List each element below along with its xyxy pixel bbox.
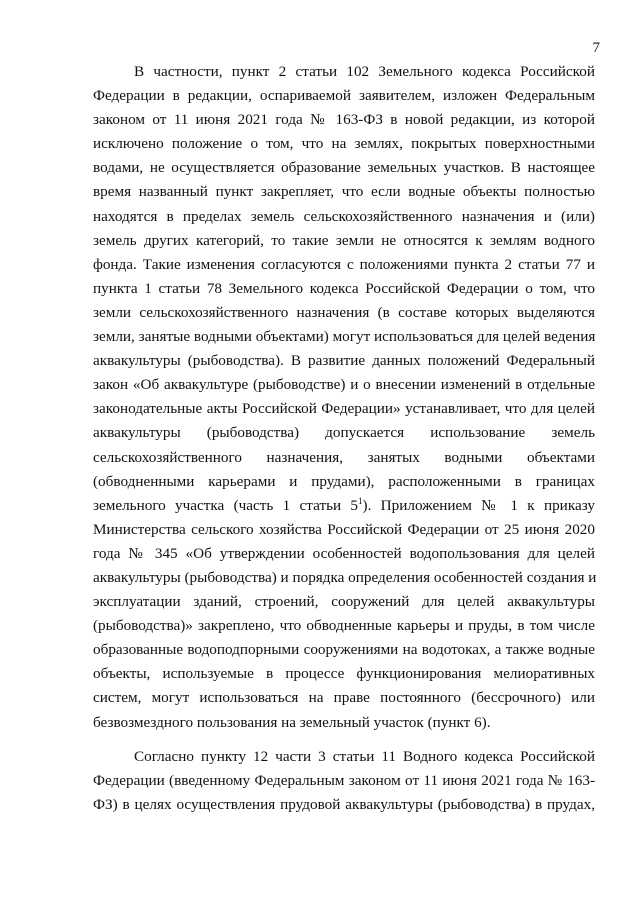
text-line: объекты, используемые в процессе функционирования мелиоративных bbox=[93, 665, 595, 683]
text-line: исключено положение о том, что на землях, покрытых поверхностными bbox=[93, 135, 595, 153]
text-line: земель других категорий, то такие земли не относятся к землям водного bbox=[93, 231, 595, 249]
text-line: (рыбоводства)» закреплено, что обводненные карьеры и пруды, в том числе bbox=[93, 617, 595, 635]
document-body bbox=[93, 60, 595, 825]
text-line: аквакультуры (рыбоводства) допускается использование земель bbox=[93, 424, 595, 442]
text-line: земли, занятые водными объектами) могут использоваться для целей ведения bbox=[93, 328, 596, 346]
text-line: образованные водоподпорными сооружениями на водотоках, а также водные bbox=[93, 641, 595, 659]
text-line: законодательные акты Российской Федерации» устанавливает, что для целей bbox=[93, 400, 595, 418]
text-line: земли сельскохозяйственного назначения (в составе которых выделяются bbox=[93, 303, 595, 321]
text-line: закон «Об аквакультуре (рыбоводстве) и о внесении изменений в отдельные bbox=[93, 376, 595, 394]
text-line: законом от 11 июня 2021 года № 163-ФЗ в новой редакции, из которой bbox=[93, 111, 595, 129]
text-line: сельскохозяйственного назначения, занятых водными объектами bbox=[93, 448, 595, 466]
text-line: эксплуатации зданий, строений, сооружений для целей аквакультуры bbox=[93, 593, 595, 611]
footnote-superscript: 1 bbox=[358, 495, 363, 506]
text-line: года № 345 «Об утверждении особенностей водопользования для целей bbox=[93, 544, 595, 562]
text-line: ФЗ) в целях осуществления прудовой аквакультуры (рыбоводства) в прудах, bbox=[93, 795, 595, 813]
text-line: аквакультуры (рыбоводства) и порядка определения особенностей создания и bbox=[93, 568, 597, 586]
text-line: Федерации (введенному Федеральным законом от 11 июня 2021 года № 163- bbox=[93, 771, 595, 789]
text-line: фонда. Такие изменения согласуются с положениями пункта 2 статьи 77 и bbox=[93, 255, 595, 273]
text-line: аквакультуры (рыбоводства). В развитие данных положений Федеральный bbox=[93, 352, 595, 370]
text-line: В частности, пункт 2 статьи 102 Земельного кодекса Российской bbox=[134, 63, 595, 80]
text-line: Министерства сельского хозяйства Российской Федерации от 25 июня 2020 bbox=[93, 520, 595, 538]
text-fragment: ). Приложением № 1 к приказу bbox=[362, 496, 595, 514]
page-number: 7 bbox=[592, 40, 600, 56]
text-line: время названный пункт закрепляет, что если водные объекты полностью bbox=[93, 183, 595, 201]
text-line: (обводненными карьерами и прудами), расположенными в границах bbox=[93, 472, 595, 490]
text-line: безвозмездного пользования на земельный участок (пункт 6). bbox=[93, 713, 491, 731]
text-line: Федерации в редакции, оспариваемой заявителем, изложен Федеральным bbox=[93, 87, 595, 105]
paragraph-2 bbox=[93, 745, 595, 817]
text-line: находятся в пределах земель сельскохозяйственного назначения и (или) bbox=[93, 207, 595, 225]
text-fragment: земельного участка (часть 1 статьи 5 bbox=[93, 496, 359, 514]
text-line: Согласно пункту 12 части 3 статьи 11 Водного кодекса Российской bbox=[134, 747, 595, 765]
text-line: пункта 1 статьи 78 Земельного кодекса Российской Федерации о том, что bbox=[93, 279, 595, 297]
paragraph-1 bbox=[93, 60, 595, 735]
text-line: систем, могут использоваться на праве постоянного (бессрочного) или bbox=[93, 689, 595, 707]
text-line: водами, не осуществляется образование земельных участков. В настоящее bbox=[93, 159, 595, 177]
text-line-with-footnote bbox=[93, 494, 595, 518]
